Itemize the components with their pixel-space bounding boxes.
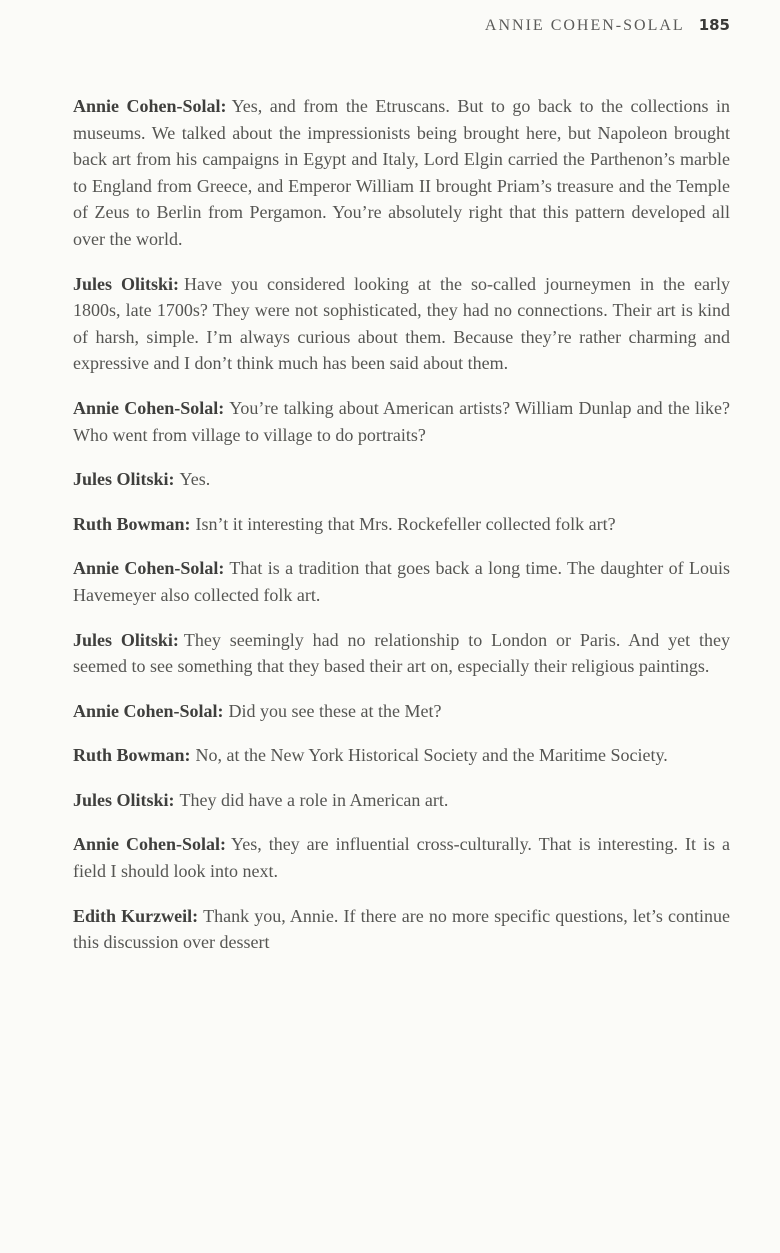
speaker-name: Annie Cohen-Solal: — [73, 700, 224, 721]
speaker-name: Ruth Bowman: — [73, 513, 191, 534]
speech-text: Did you see these at the Met? — [228, 700, 442, 721]
speaker-name: Annie Cohen-Solal: — [73, 834, 227, 855]
speech-text: Isn’t it interesting that Mrs. Rockefeller collected folk art? — [195, 513, 616, 534]
speech-text: Yes. — [179, 469, 211, 490]
speaker-name: Annie Cohen-Solal: — [73, 397, 225, 418]
transcript-body — [73, 93, 730, 974]
running-title: ANNIE COHEN-SOLAL — [484, 17, 685, 34]
transcript-entry — [73, 627, 730, 680]
speech-text: They seemingly had no relationship to London or Paris. And yet they seemed to see something that they based their art on, especially their religious paintings. — [73, 629, 731, 677]
transcript-entry — [73, 742, 730, 769]
speaker-name: Jules Olitski: — [73, 469, 175, 490]
speech-text: You’re talking about American artists? William Dunlap and the like? Who went from village to village to do portraits? — [73, 397, 730, 445]
speech-text: Yes, they are influential cross-culturally. That is interesting. It is a field I should look into next. — [73, 834, 730, 882]
transcript-entry — [73, 903, 730, 956]
speaker-name: Annie Cohen-Solal: — [73, 96, 227, 116]
speaker-name: Jules Olitski: — [73, 789, 175, 810]
transcript-entry — [73, 787, 730, 814]
speech-text: That is a tradition that goes back a long time. The daughter of Louis Havemeyer also collected folk art. — [73, 558, 730, 605]
transcript-entry — [73, 555, 730, 608]
transcript-entry — [73, 466, 730, 493]
speech-text: Thank you, Annie. If there are no more specific questions, let’s continue this discussion over dessert — [73, 905, 730, 953]
transcript-entry — [73, 93, 730, 253]
transcript-entry — [73, 831, 730, 884]
speech-text: Have you considered looking at the so-called journeymen in the early 1800s, late 1700s? They were not sophisticated, they had no connections. Their art is kind of harsh, simple. I’m always curious about them. Because they’re rather charming and expressive and I don’t think much has been said about them. — [73, 273, 730, 374]
transcript-entry — [73, 271, 730, 377]
speaker-name: Edith Kurzweil: — [73, 905, 199, 926]
speaker-name: Jules Olitski: — [73, 273, 180, 294]
speech-text: Yes, and from the Etruscans. But to go back to the collections in museums. We talked about the impressionists being brought here, but Napoleon brought back art from his campaigns in Egypt and Italy, Lord Elgin carried the Parthenon’s marble to England from Greece, and Emperor William II brought Priam’s treasure and the Temple of Zeus to Berlin from Pergamon. You’re absolutely right that this pattern developed all over the world. — [73, 96, 731, 249]
transcript-entry — [73, 698, 730, 725]
transcript-entry — [73, 511, 730, 538]
transcript-entry — [73, 395, 730, 448]
speaker-name: Jules Olitski: — [73, 629, 179, 650]
speech-text: No, at the New York Historical Society and the Maritime Society. — [195, 745, 668, 766]
speech-text: They did have a role in American art. — [179, 789, 449, 810]
page-number: 185 — [698, 16, 730, 34]
speaker-name: Annie Cohen-Solal: — [73, 558, 225, 579]
running-head — [485, 16, 730, 35]
speaker-name: Ruth Bowman: — [73, 745, 191, 766]
